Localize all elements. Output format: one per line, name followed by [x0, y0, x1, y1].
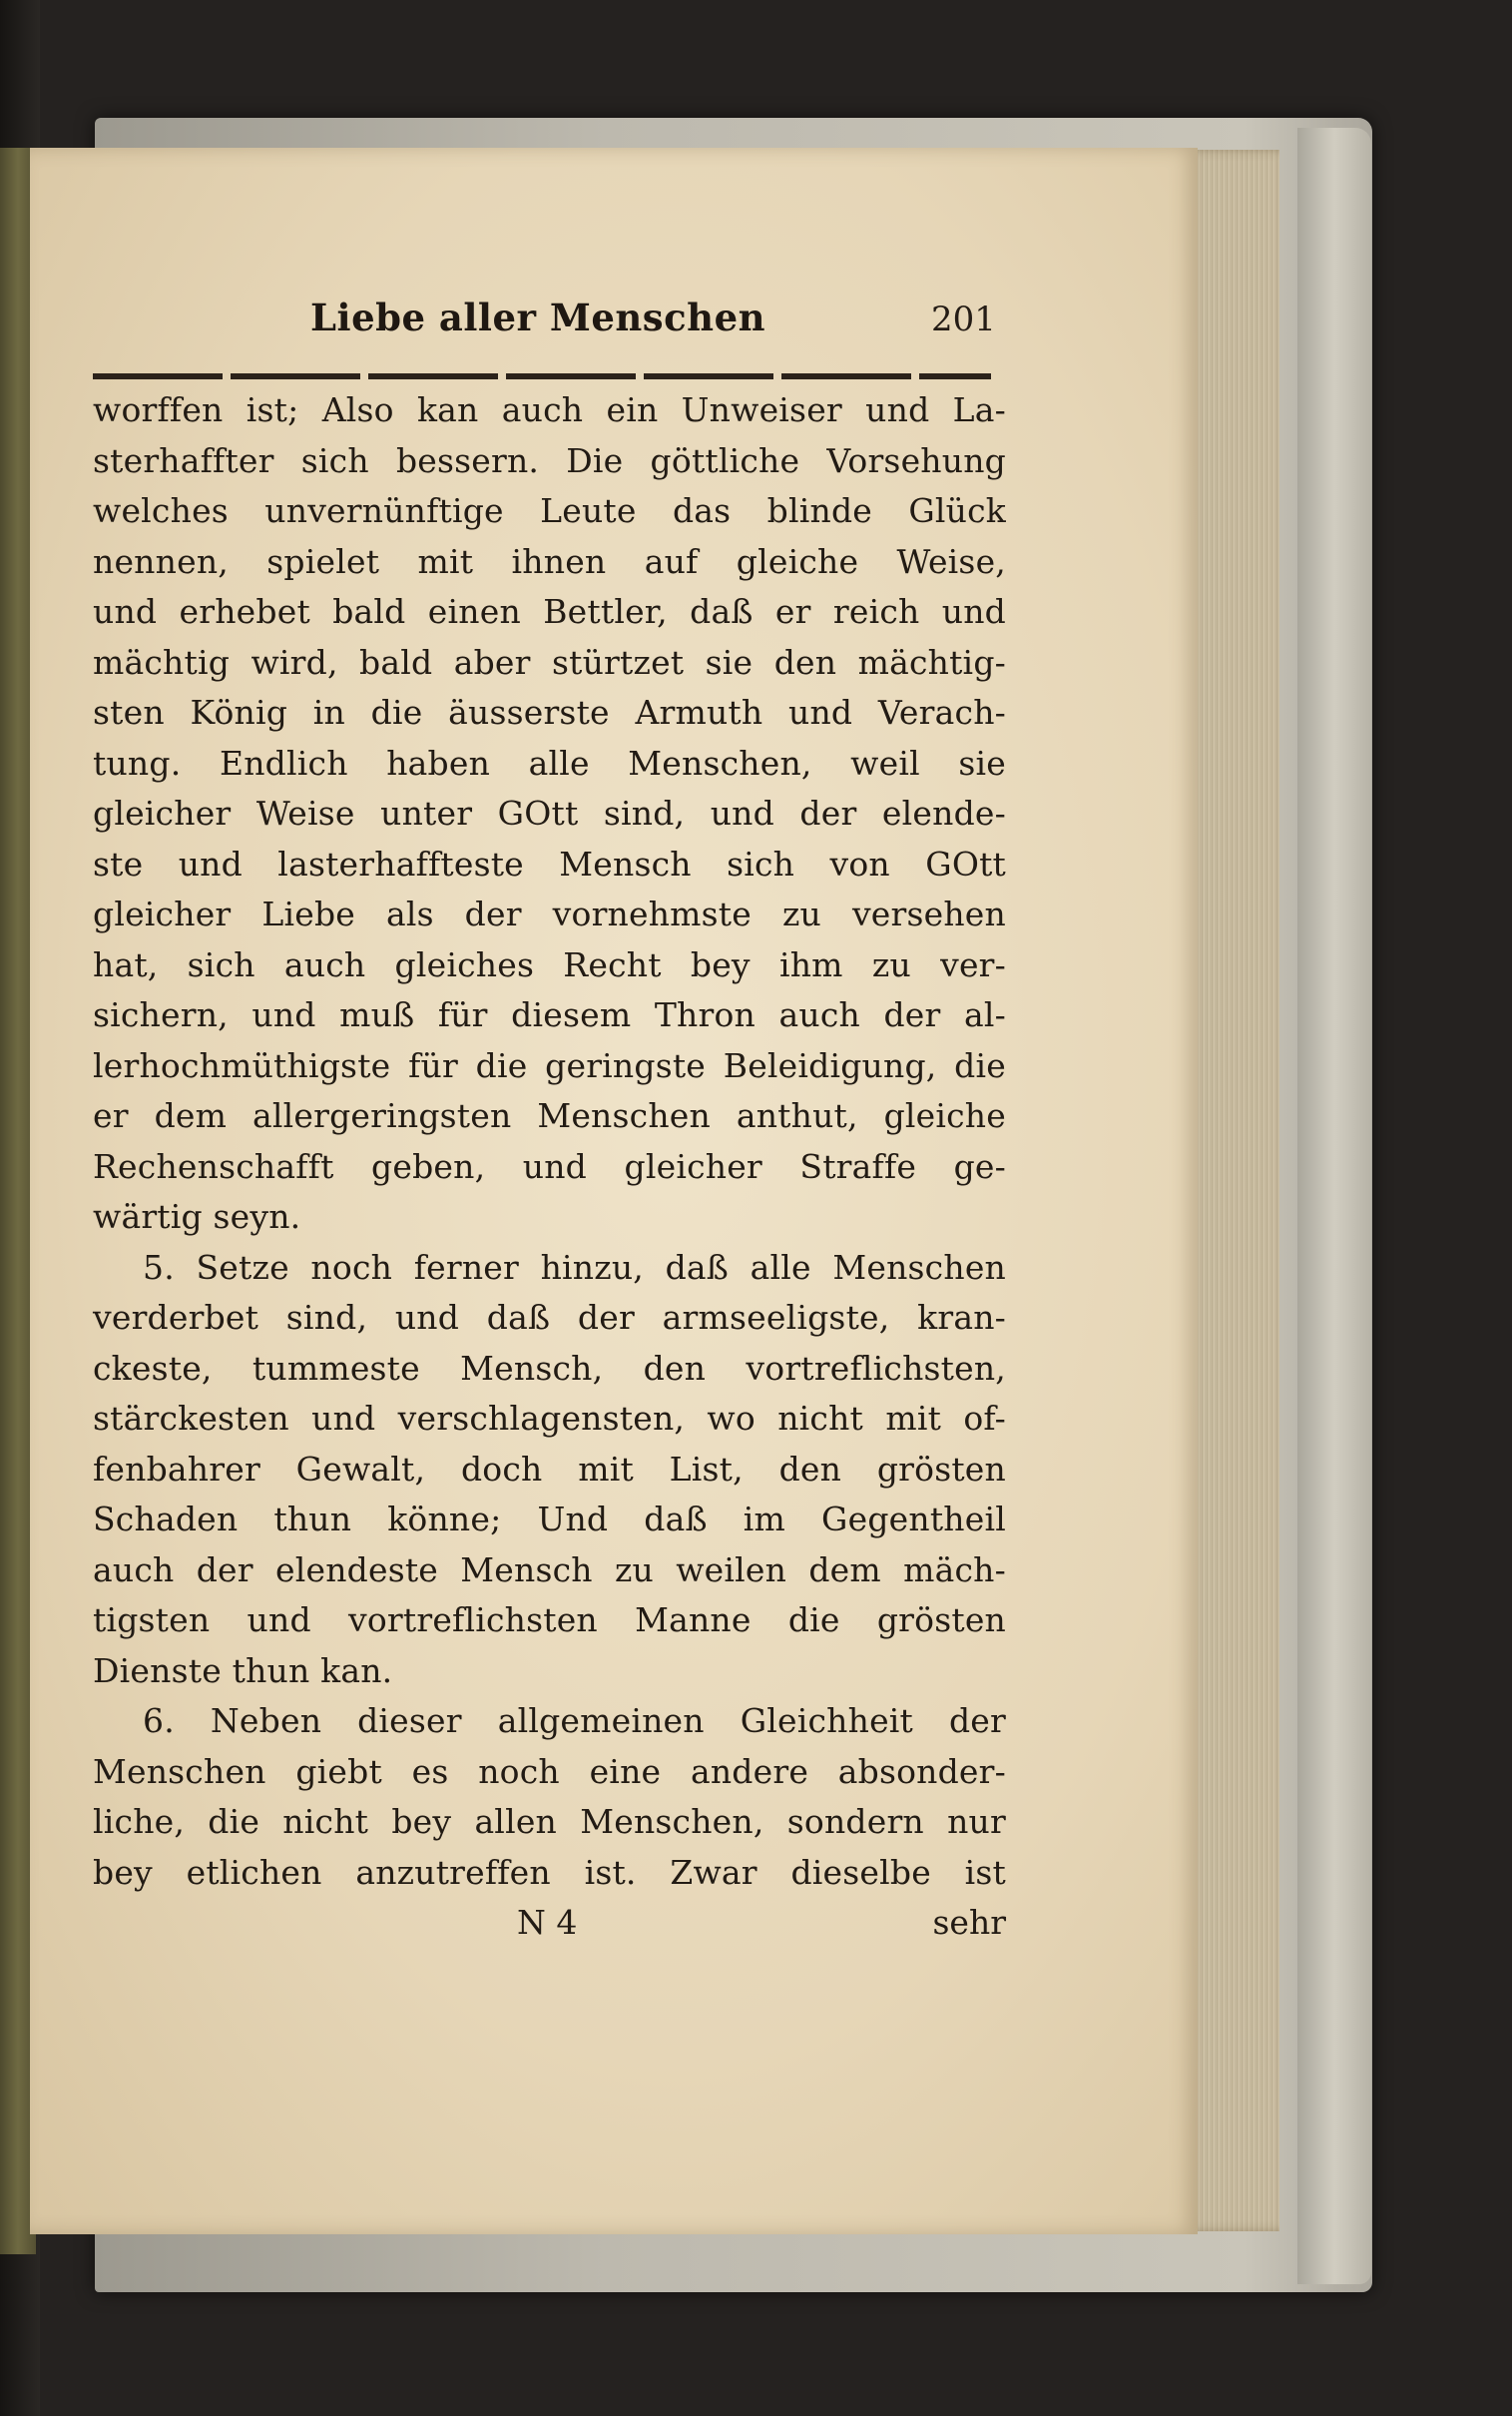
text-line: worffen ist; Also kan auch ein Unweiser und La-	[93, 390, 1006, 429]
text-line: Rechenschafft geben, und gleicher Straffe ge-	[93, 1146, 1006, 1186]
text-line: er dem allergeringsten Menschen anthut, gleiche	[93, 1096, 1006, 1135]
text-line: mächtig wird, bald aber stürtzet sie den mächtig-	[93, 642, 1006, 682]
text-line: sten König in die äusserste Armuth und Verach-	[93, 693, 1006, 732]
text-line: welches unvernünftige Leute das blinde Glück	[93, 491, 1006, 530]
text-line: wärtig seyn.	[93, 1197, 301, 1236]
page-edges	[1186, 150, 1279, 2231]
text-line: sterhaffter sich bessern. Die göttliche Vorsehung	[93, 440, 1006, 480]
text-line: gleicher Weise unter GOtt sind, und der elende-	[93, 794, 1006, 833]
text-line: Dienste thun kan.	[93, 1650, 393, 1690]
text-line: sichern, und muß für diesem Thron auch der al-	[93, 995, 1006, 1034]
running-title: Liebe aller Menschen	[310, 296, 766, 339]
cover-edge	[1297, 128, 1371, 2284]
page-footer	[93, 1898, 1006, 1948]
text-line: ste und lasterhaffteste Mensch sich von GOtt	[93, 844, 1006, 884]
text-line: Schaden thun könne; Und daß im Gegentheil	[93, 1500, 1006, 1538]
text-line: lerhochmüthigste für die geringste Beleidigung, die	[93, 1045, 1006, 1085]
text-line: tigsten und vortreflichsten Manne die grösten	[93, 1600, 1006, 1639]
text-line: gleicher Liebe als der vornehmste zu versehen	[93, 895, 1006, 933]
text-line: und erhebet bald einen Bettler, daß er reich und	[93, 592, 1006, 631]
text-line: stärckesten und verschlagensten, wo nicht mit of-	[93, 1399, 1006, 1438]
text-line: ckeste, tummeste Mensch, den vortreflichsten,	[93, 1348, 1006, 1388]
page-header	[93, 292, 1001, 351]
catchword: sehr	[932, 1903, 1006, 1942]
page-number: 201	[931, 300, 996, 339]
text-line: 5. Setze noch ferner hinzu, daß alle Menschen	[143, 1247, 1006, 1287]
text-line: Menschen giebt es noch eine andere absonder-	[93, 1751, 1006, 1791]
text-line: auch der elendeste Mensch zu weilen dem mäch-	[93, 1549, 1006, 1589]
text-line: fenbahrer Gewalt, doch mit List, den grösten	[93, 1449, 1006, 1489]
text-line: 6. Neben dieser allgemeinen Gleichheit der	[143, 1701, 1006, 1740]
text-line: verderbet sind, und daß der armseeligste, kran-	[93, 1298, 1006, 1337]
signature-mark: N 4	[517, 1903, 578, 1942]
text-line: tung. Endlich haben alle Menschen, weil sie	[93, 743, 1006, 783]
page-text-block	[93, 292, 1006, 1942]
header-rule	[93, 373, 991, 379]
text-line: bey etlichen anzutreffen ist. Zwar dieselbe ist	[93, 1852, 1006, 1892]
text-line: nennen, spielet mit ihnen auf gleiche Weise,	[93, 541, 1006, 581]
body-text	[93, 385, 1006, 1948]
text-line: hat, sich auch gleiches Recht bey ihm zu ver-	[93, 944, 1006, 984]
text-line: liche, die nicht bey allen Menschen, sondern nur	[93, 1802, 1006, 1841]
